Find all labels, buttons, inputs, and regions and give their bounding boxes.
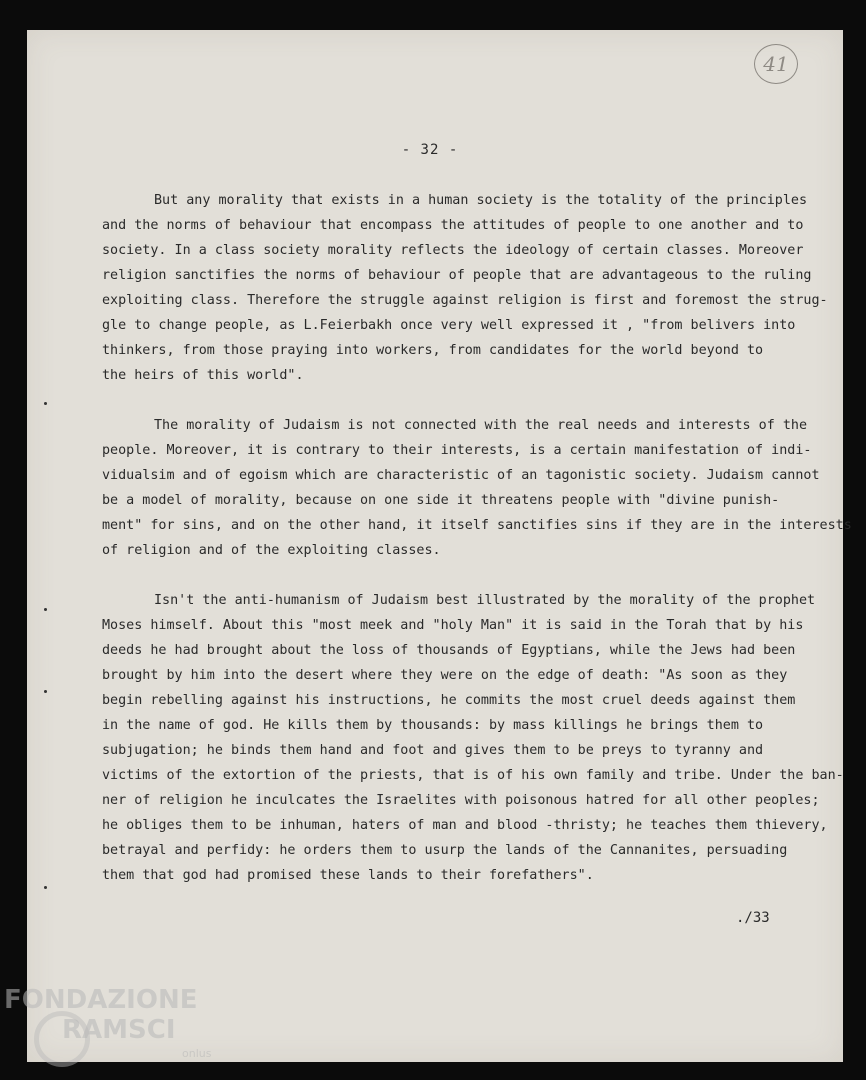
margin-dot xyxy=(44,608,47,611)
text-line: society. In a class society morality reflects the ideology of certain classes. Moreover xyxy=(102,243,804,258)
paragraph-1 xyxy=(102,188,828,388)
margin-dot xyxy=(44,886,47,889)
text-line: people. Moreover, it is contrary to their interests, is a certain manifestation of indi- xyxy=(102,443,812,458)
watermark-line1: FONDAZIONE xyxy=(4,985,198,1015)
text-line: Moses himself. About this "most meek and "holy Man" it is said in the Torah that by his xyxy=(102,618,804,633)
document-body xyxy=(102,188,852,913)
text-line: exploiting class. Therefore the struggle against religion is first and foremost the strug- xyxy=(102,293,828,308)
margin-dot xyxy=(44,402,47,405)
text-line: subjugation; he binds them hand and foot and gives them to be preys to tyranny and xyxy=(102,743,764,758)
text-line: gle to change people, as L.Feierbakh once very well expressed it , "from belivers into xyxy=(102,318,796,333)
text-line: The morality of Judaism is not connected with the real needs and interests of the xyxy=(154,418,808,433)
text-line: betrayal and perfidy: he orders them to usurp the lands of the Cannanites, persuading xyxy=(102,843,788,858)
text-line: be a model of morality, because on one side it threatens people with "divine punish- xyxy=(102,493,780,508)
text-line: begin rebelling against his instructions, he commits the most cruel deeds against them xyxy=(102,693,796,708)
archive-number-stamp: 41 xyxy=(754,44,798,84)
watermark-logo xyxy=(4,985,234,1075)
text-line: and the norms of behaviour that encompass the attitudes of people to one another and to xyxy=(102,218,804,233)
paragraph-2 xyxy=(102,413,852,563)
paragraph-3 xyxy=(102,588,844,888)
text-line: them that god had promised these lands to their forefathers". xyxy=(102,868,594,883)
text-line: deeds he had brought about the loss of thousands of Egyptians, while the Jews had been xyxy=(102,643,796,658)
next-page-reference: ./33 xyxy=(736,910,770,926)
text-line: victims of the extortion of the priests, that is of his own family and tribe. Under the ban- xyxy=(102,768,844,783)
text-line: thinkers, from those praying into workers, from candidates for the world beyond to xyxy=(102,343,764,358)
text-line: he obliges them to be inhuman, haters of man and blood -thristy; he teaches them thievery, xyxy=(102,818,828,833)
watermark-line2: RAMSCI xyxy=(62,1015,176,1045)
text-line: But any morality that exists in a human society is the totality of the principles xyxy=(154,193,808,208)
text-line: the heirs of this world". xyxy=(102,368,304,383)
watermark-suffix: onlus xyxy=(182,1047,212,1060)
text-line: ment" for sins, and on the other hand, it itself sanctifies sins if they are in the interests xyxy=(102,518,852,533)
margin-dot xyxy=(44,690,47,693)
text-line: religion sanctifies the norms of behaviour of people that are advantageous to the ruling xyxy=(102,268,812,283)
text-line: of religion and of the exploiting classes. xyxy=(102,543,441,558)
text-line: in the name of god. He kills them by thousands: by mass killings he brings them to xyxy=(102,718,764,733)
text-line: Isn't the anti-humanism of Judaism best illustrated by the morality of the prophet xyxy=(154,593,816,608)
text-line: ner of religion he inculcates the Israelites with poisonous hatred for all other peoples; xyxy=(102,793,820,808)
text-line: brought by him into the desert where they were on the edge of death: "As soon as they xyxy=(102,668,788,683)
text-line: vidualsim and of egoism which are characteristic of an tagonistic society. Judaism cannot xyxy=(102,468,820,483)
page-number: - 32 - xyxy=(401,142,459,158)
